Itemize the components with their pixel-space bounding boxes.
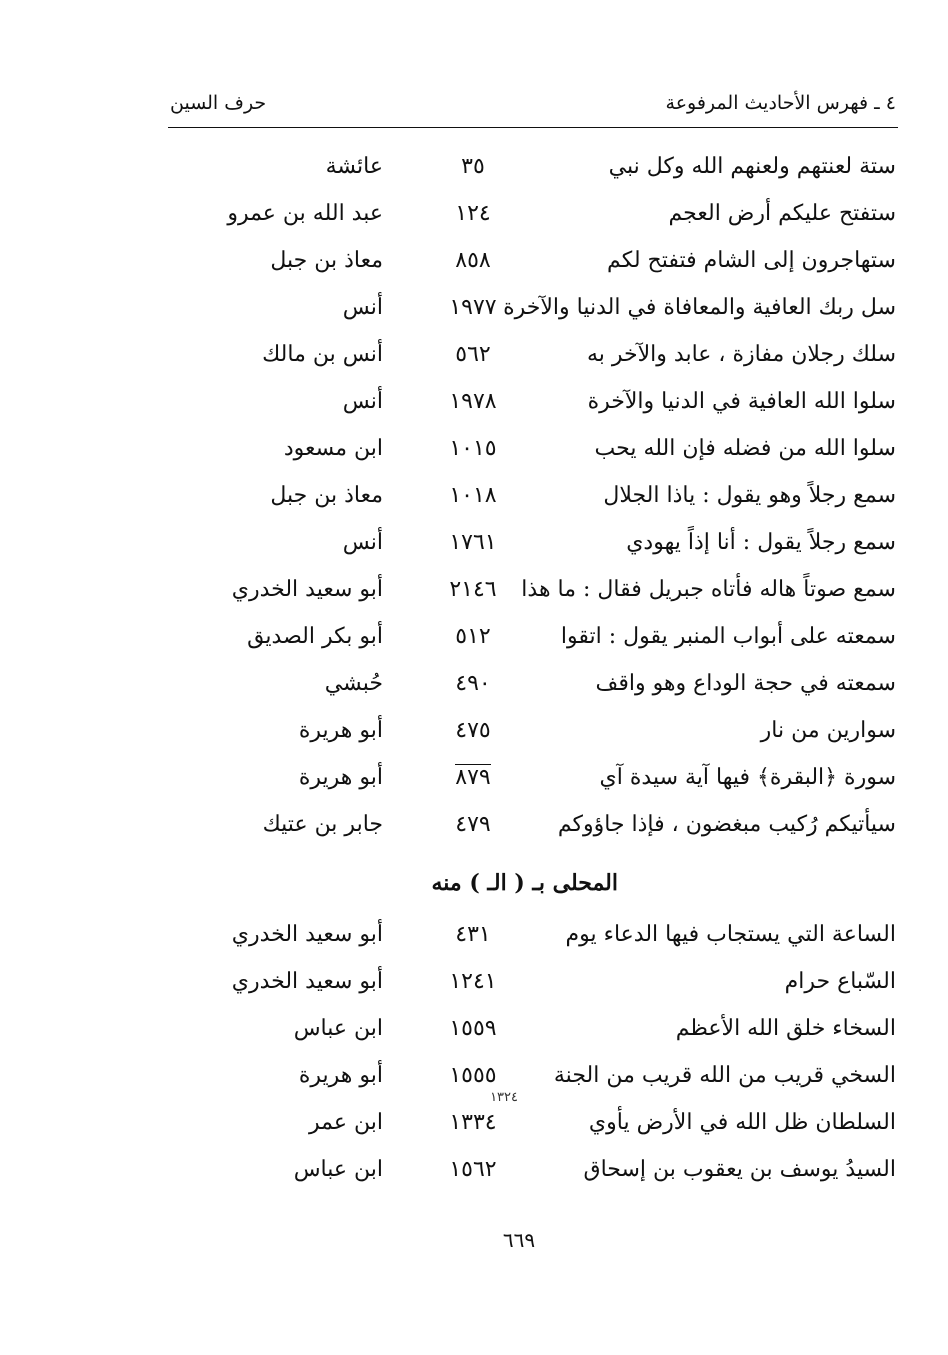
hadith-number: ١٢٤: [455, 201, 491, 226]
index-row: [0, 1055, 948, 1097]
narrator: حُبشي: [324, 671, 383, 696]
hadith-number: ١٩٧٨: [449, 389, 497, 414]
index-row: [0, 914, 948, 956]
index-row: [0, 428, 948, 470]
narrator: عائشة: [325, 154, 383, 179]
hadith-number: ١٧٦١: [449, 530, 497, 555]
index-row: [0, 475, 948, 517]
header-rule: [168, 127, 898, 128]
hadith-number: ١٥٥٩: [449, 1016, 497, 1041]
hadith-text: سورة ﴿البقرة﴾ فيها آية سيدة آي: [599, 765, 896, 790]
hadith-number: ٤٣١: [455, 922, 491, 947]
hadith-number: ٨٥٨: [455, 248, 491, 273]
hadith-number: ١٠١٥: [449, 436, 497, 461]
narrator: عبد الله بن عمرو: [227, 201, 383, 226]
narrator: أبو سعيد الخدري: [231, 969, 383, 994]
hadith-number: ١٣٣٤: [449, 1110, 497, 1135]
hadith-text: السّباع حرام: [784, 969, 896, 994]
index-row: [0, 522, 948, 564]
narrator: أبو سعيد الخدري: [231, 922, 383, 947]
hadith-number: ١٩٧٧: [449, 295, 497, 320]
index-row: [0, 569, 948, 611]
hadith-text: السخاء خلق الله الأعظم: [675, 1016, 896, 1041]
hadith-number: ١٥٦٢: [449, 1157, 497, 1182]
index-row: [0, 710, 948, 752]
narrator: ابن عباس: [293, 1157, 383, 1182]
narrator: ابن مسعود: [283, 436, 383, 461]
hadith-text: سلوا الله العافية في الدنيا والآخرة: [587, 389, 896, 414]
hadith-text: سلوا الله من فضله فإن الله يحب: [594, 436, 896, 461]
hadith-text: السيدُ يوسف بن يعقوب بن إسحاق: [583, 1157, 896, 1182]
narrator: أبو بكر الصديق: [247, 624, 383, 649]
hadith-text: ستة لعنتهم ولعنهم الله وكل نبي: [608, 154, 896, 179]
hadith-number: ١٥٥٥: [449, 1063, 497, 1088]
hadith-number: ١٠١٨: [449, 483, 497, 508]
hadith-text: السلطان ظل الله في الأرض يأوي: [588, 1110, 896, 1135]
running-header-section: حرف السين: [170, 92, 267, 114]
index-row: [0, 1149, 948, 1191]
hadith-text: سمع رجلاً يقول : أنا إذاً يهودي: [626, 530, 896, 555]
narrator: ابن عباس: [293, 1016, 383, 1041]
hadith-text: السخي قريب من الله قريب من الجنة: [553, 1063, 896, 1088]
hadith-number: ٤٧٥: [455, 718, 491, 743]
hadith-text: سمعته على أبواب المنبر يقول : اتقوا: [560, 624, 896, 649]
hadith-number: ٥١٢: [455, 624, 491, 649]
running-header-title: ٤ ـ فهرس الأحاديث المرفوعة: [665, 92, 896, 114]
index-row: [0, 1008, 948, 1050]
narrator: أبو سعيد الخدري: [231, 577, 383, 602]
narrator: أنس بن مالك: [262, 342, 383, 367]
index-row: [0, 146, 948, 188]
hadith-text: الساعة التي يستجاب فيها الدعاء يوم: [565, 922, 896, 947]
hadith-number: ٢١٤٦: [449, 577, 497, 602]
narrator: أبو هريرة: [298, 718, 383, 743]
hadith-number: ٤٩٠: [455, 671, 491, 696]
narrator: جابر بن عتيك: [262, 812, 383, 837]
narrator: ابن عمر: [309, 1110, 383, 1135]
index-row: [0, 193, 948, 235]
hadith-number: ٤٧٩: [455, 812, 491, 837]
narrator: أبو هريرة: [298, 1063, 383, 1088]
hadith-number-marked: ٨٧٩: [455, 765, 491, 790]
index-row: [0, 757, 948, 799]
hadith-number: [423, 757, 523, 799]
hadith-number: ٥٦٢: [455, 342, 491, 367]
hadith-text: ستفتح عليكم أرض العجم: [668, 201, 896, 226]
index-row: [0, 240, 948, 282]
narrator: أنس: [342, 295, 383, 320]
hadith-number: ١٢٤١: [449, 969, 497, 994]
narrator: أبو هريرة: [298, 765, 383, 790]
hadith-text: سمع رجلاً وهو يقول : ياذا الجلال: [603, 483, 896, 508]
hadith-text: سلك رجلان مفازة ، عابد والآخر به: [586, 342, 896, 367]
index-row: [0, 334, 948, 376]
hadith-number: ٣٥: [461, 154, 485, 179]
hadith-text: سل ربك العافية والمعافاة في الدنيا والآخرة: [503, 295, 896, 320]
index-row: [0, 961, 948, 1003]
index-row: [0, 804, 948, 846]
page-number: ٦٦٩: [502, 1228, 536, 1252]
narrator: أنس: [342, 530, 383, 555]
hadith-text: سمع صوتاً هاله فأتاه جبريل فقال : ما هذا: [521, 577, 896, 602]
index-row: [0, 381, 948, 423]
handwritten-correction: ١٣٢٤: [490, 1090, 518, 1105]
index-row: [0, 616, 948, 658]
hadith-text: سيأتيكم رُكيب مبغضون ، فإذا جاؤوكم: [557, 812, 896, 837]
section-subheading: المحلى بـ ( الـ ) منه: [431, 870, 618, 896]
hadith-text: ستهاجرون إلى الشام فتفتح لكم: [607, 248, 896, 273]
narrator: معاذ بن جبل: [270, 483, 383, 508]
narrator: أنس: [342, 389, 383, 414]
narrator: معاذ بن جبل: [270, 248, 383, 273]
hadith-text: سمعته في حجة الوداع وهو واقف: [595, 671, 896, 696]
index-row: [0, 663, 948, 705]
index-row: [0, 1102, 948, 1144]
hadith-text: سوارين من نار: [760, 718, 896, 743]
index-row: [0, 287, 948, 329]
